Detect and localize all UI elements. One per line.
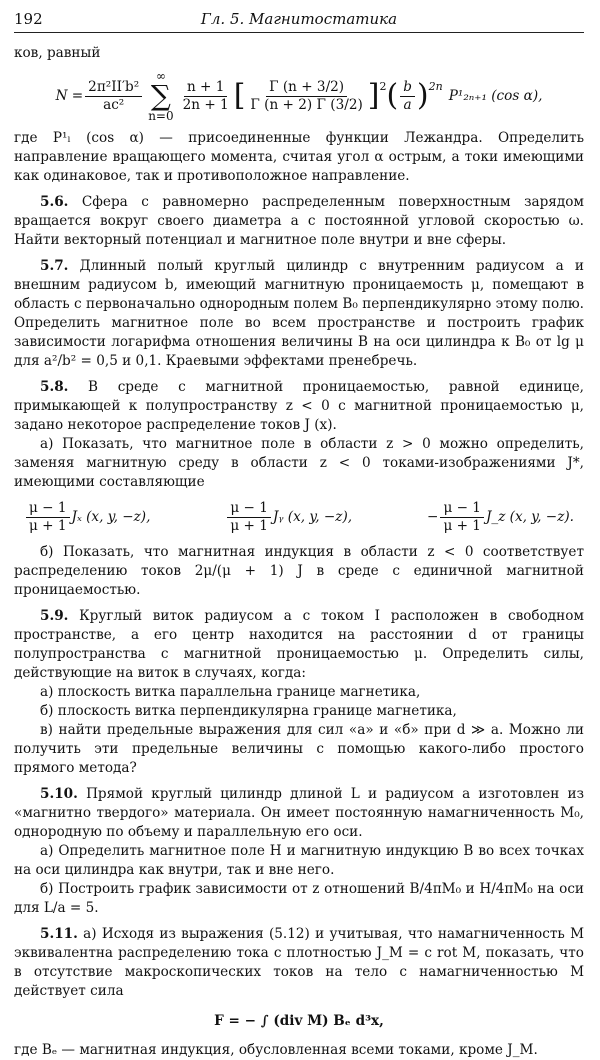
problem-number: 5.6. (40, 194, 69, 210)
problem-text: Прямой круглый цилиндр длиной L и радиусом a изготовлен из «магнитно твердого» материала. Он имеет постоянную намагниченность M₀, однородную по объему и параллельную его оси. (14, 786, 585, 840)
problem-5-6 (14, 193, 584, 250)
mu-numerator: μ − 1 (26, 500, 70, 518)
formula-torque (14, 67, 584, 125)
sum-lower: n=0 (148, 109, 174, 123)
problem-5-9-part-c: в) найти предельные выражения для сил «а» и «б» при d ≫ a. Можно ли получить эти предельные величины с помощью какого-либо простого прямого метода? (14, 722, 584, 776)
problem-text: Длинный полый круглый цилиндр с внутренним радиусом a и внешним радиусом b, имеющий магнитную проницаемость μ, помещают в область с первоначально однородным полем B₀ перпендикулярно этому полю. Определить магнитное поле во всем пространстве и построить график зависимости логарифма отношения величины B на оси цилиндра к B₀ от lg μ для a²/b² = 0,5 и 0,1. Краевыми эффектами пренебречь. (14, 258, 584, 369)
mu-denominator: μ + 1 (29, 518, 67, 534)
problem-text: а) Исходя из выражения (5.12) и учитывая, что намагниченность M эквивалентна распределению тока с плотностью J_M = c rot M, показать, что в отсутствие макроскопических токов на тело с намагниченностью M действует сила (14, 926, 584, 999)
left-paren-icon: ( (386, 78, 399, 113)
problem-5-9-part-b: б) плоскость витка перпендикулярна границе магнетика, (40, 703, 457, 719)
ratio-exponent: 2n (428, 80, 443, 93)
legendre-function: P¹₂ₙ₊₁ (cos α), (448, 87, 543, 104)
continuation-line: ков, равный (14, 45, 101, 61)
mu-fraction (26, 500, 70, 535)
mu-fraction (440, 500, 484, 535)
problem-number: 5.9. (40, 608, 69, 624)
ratio-numerator: b (400, 79, 415, 97)
image-current-components (24, 500, 574, 535)
problem-text: Сфера с равномерно распределенным поверхностным зарядом вращается вокруг своего диаметра a с постоянной угловой скоростью ω. Найти векторный потенциал и магнитное поле внутри и вне сферы. (14, 194, 585, 248)
page-number: 192 (14, 10, 43, 28)
component-x (24, 500, 150, 535)
coef-numerator: 2π²II′b² (85, 79, 142, 97)
problem-number: 5.11. (40, 926, 78, 942)
component-z-text: J_z (x, y, −z). (485, 509, 574, 525)
gamma-denominator: Γ (n + 2) Γ (3/2) (250, 96, 363, 113)
formula-lhs: N = (55, 87, 84, 104)
mu-denominator: μ + 1 (443, 518, 481, 534)
coef-denominator: ac² (103, 96, 125, 113)
sum-sign (148, 70, 173, 122)
problem-5-7 (14, 257, 584, 371)
problem-5-8-part-b: б) Показать, что магнитная индукция в области z < 0 соответствует распределению токов 2μ/(μ + 1) J в среде с единичной магнитной проницаемостью. (14, 544, 584, 598)
mu-numerator: μ − 1 (227, 500, 271, 518)
sigma-icon: ∑ (150, 79, 171, 112)
problem-number: 5.7. (40, 258, 69, 274)
right-paren-icon: ) (416, 78, 429, 113)
problem-5-9-part-a: а) плоскость витка параллельна границе магнетика, (40, 684, 421, 700)
problem-5-9 (14, 607, 584, 683)
gamma-fraction (247, 79, 365, 114)
sum-upper: ∞ (155, 69, 166, 83)
force-formula-text: F = − ∫ (div M) Bₑ d³x, (214, 1012, 384, 1029)
problem-5-11 (14, 925, 584, 1001)
chapter-title: Гл. 5. Магнитостатика (200, 10, 398, 28)
component-z (427, 500, 574, 535)
problem-5-10 (14, 785, 584, 842)
bracket-exponent: 2 (379, 80, 387, 93)
problem-5-10-part-a: а) Определить магнитное поле H и магнитную индукцию B во всех точках на оси цилиндра как внутри, так и вне него. (14, 843, 584, 878)
page-body (14, 44, 584, 1060)
page-header (14, 8, 584, 33)
problem-text: Круглый виток радиусом a с током I расположен в свободном пространстве, а его центр находится на расстоянии d от границы полупространства с магнитной проницаемостью μ. Определить силы, действующие на виток в случаях, когда: (14, 608, 584, 681)
problem-number: 5.10. (40, 786, 78, 802)
mu-numerator: μ − 1 (440, 500, 484, 518)
coef-fraction (85, 79, 142, 114)
ratio-fraction (400, 79, 415, 114)
left-bracket-icon: [ (233, 78, 246, 113)
problem-5-11-tail: где Bₑ — магнитная индукция, обусловленная всеми токами, кроме J_M. (14, 1042, 538, 1058)
component-x-text: Jₓ (x, y, −z), (71, 509, 151, 525)
term-numerator: n + 1 (184, 79, 227, 97)
ratio-denominator: a (403, 96, 412, 113)
problem-5-10-part-b: б) Построить график зависимости от z отношений B/4πM₀ и H/4πM₀ на оси для L/a = 5. (14, 881, 584, 916)
term-denominator: 2n + 1 (182, 96, 229, 113)
right-bracket-icon: ] (367, 78, 380, 113)
formula-force (14, 1005, 584, 1037)
minus-sign: − (427, 509, 439, 525)
problem-number: 5.8. (40, 379, 69, 395)
paragraph-legendre: где P¹ₗ (cos α) — присоединенные функции Лежандра. Определить направление вращающего момента, считая угол α острым, а токи имеющими как одинаковое, так и противоположное направление. (14, 130, 584, 184)
problem-text: В среде с магнитной проницаемостью, равной единице, примыкающей к полупространству z < 0 с магнитной проницаемостью μ, задано некоторое распределение токов J (x). (14, 379, 584, 433)
problem-5-8 (14, 378, 584, 435)
component-y (225, 500, 352, 535)
component-y-text: Jᵧ (x, y, −z), (272, 509, 353, 525)
mu-denominator: μ + 1 (230, 518, 268, 534)
problem-5-8-part-a: а) Показать, что магнитное поле в области z > 0 можно определить, заменяя магнитную среду в области z < 0 токами-изображениями J*, имеющими составляющие (14, 436, 584, 490)
gamma-numerator: Γ (n + 3/2) (266, 79, 347, 97)
term-fraction (180, 79, 232, 114)
mu-fraction (227, 500, 271, 535)
